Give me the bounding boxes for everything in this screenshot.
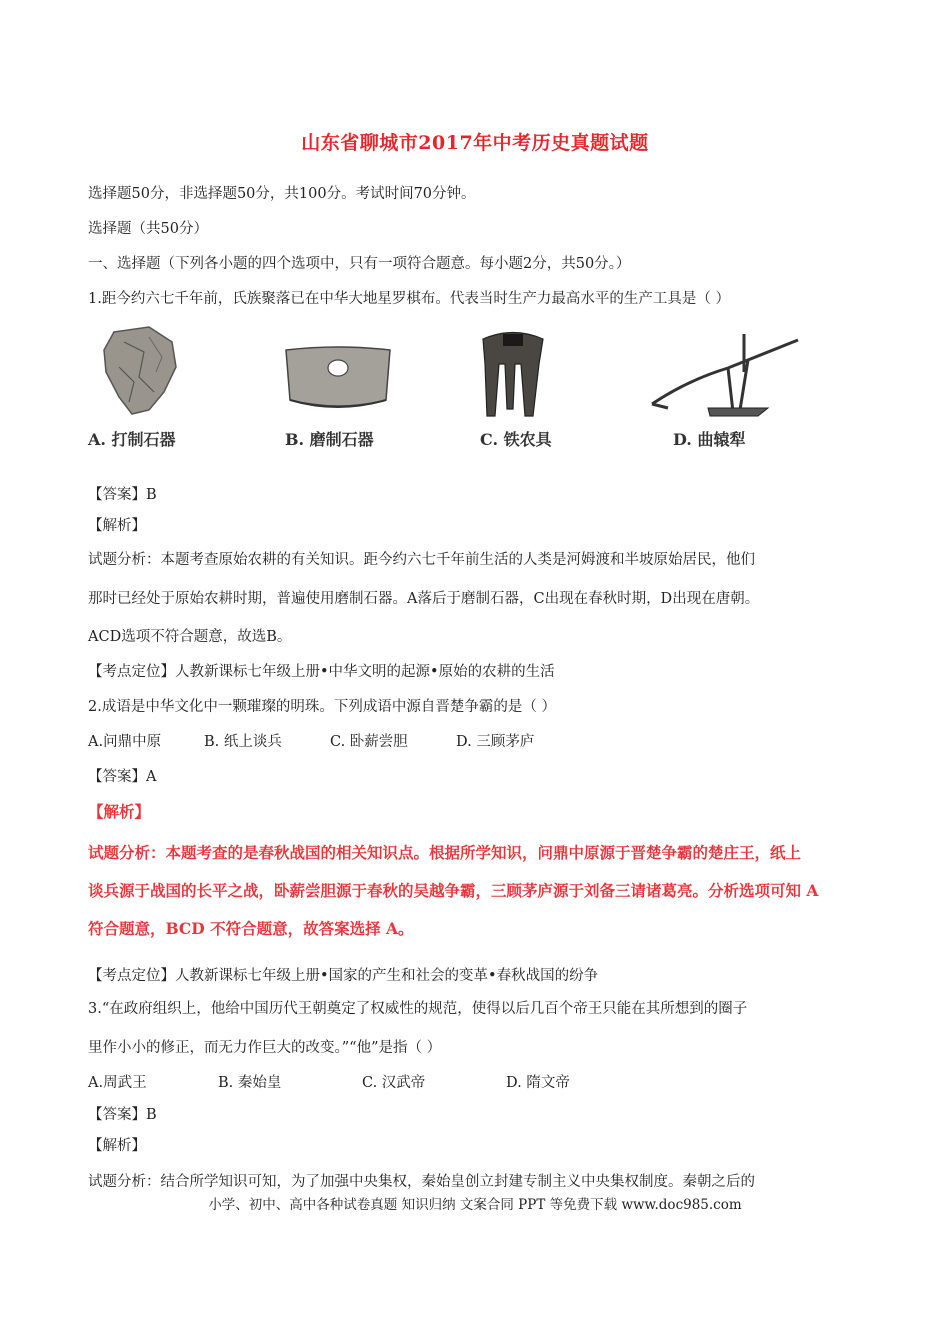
q1-analysis-line-1: 试题分析：本题考查原始农耕的有关知识。距今约六七千年前生活的人类是河姆渡和半坡原始居民，他们	[88, 552, 755, 568]
q3-analysis-line-1: 试题分析：结合所学知识可知，为了加强中央集权，秦始皇创立封建专制主义中央集权制度。秦朝之后的	[88, 1174, 755, 1190]
q1-answer: 【答案】B	[88, 487, 157, 503]
q2-knowledge-point: 【考点定位】人教新课标七年级上册•国家的产生和社会的变革•春秋战国的纷争	[88, 968, 599, 984]
q2-analysis-label: 【解析】	[88, 802, 151, 821]
q3-answer: 【答案】B	[88, 1107, 157, 1123]
q3-option-d: D. 隋文帝	[506, 1075, 570, 1091]
q3-option-a: A.周武王	[88, 1075, 147, 1091]
q3-analysis-label: 【解析】	[88, 1138, 146, 1154]
q3-option-c: C. 汉武帝	[362, 1075, 426, 1091]
q1-caption-a: A. 打制石器	[88, 430, 176, 449]
chipped-stone-tool-image	[94, 322, 184, 422]
section-note: 一、选择题（下列各小题的四个选项中，只有一项符合题意。每小题2分，共50分。）	[88, 256, 631, 272]
page-footer: 小学、初中、高中各种试卷真题 知识归纳 文案合同 PPT 等免费下载 www.doc985.com	[208, 1197, 742, 1213]
q2-analysis-line-1: 试题分析：本题考查的是春秋战国的相关知识点。根据所学知识，问鼎中原源于晋楚争霸的楚庄王，纸上	[88, 843, 802, 862]
page-title: 山东省聊城市2017年中考历史真题试题	[301, 132, 649, 154]
q1-figure	[88, 322, 828, 462]
q2-analysis-line-2: 谈兵源于战国的长平之战，卧薪尝胆源于春秋的吴越争霸，三顾茅庐源于刘备三请诸葛亮。分析选项可知 A	[88, 881, 819, 900]
q2-option-a: A.问鼎中原	[88, 734, 162, 750]
q2-option-d: D. 三顾茅庐	[456, 734, 535, 750]
q1-stem: 1.距今约六七千年前，氏族聚落已在中华大地星罗棋布。代表当时生产力最高水平的生产工具是（ ）	[88, 291, 730, 307]
curved-plough-image	[648, 332, 808, 422]
q1-knowledge-point: 【考点定位】人教新课标七年级上册•中华文明的起源•原始的农耕的生活	[88, 664, 555, 680]
q2-option-b: B. 纸上谈兵	[204, 734, 282, 750]
q1-analysis-line-3: ACD选项不符合题意，故选B。	[88, 629, 292, 645]
q3-stem-line-1: 3.“在政府组织上，他给中国历代王朝奠定了权威性的规范，使得以后几百个帝王只能在其所想到的圈子	[88, 1001, 748, 1017]
q1-analysis-line-2: 那时已经处于原始农耕时期，普遍使用磨制石器。A落后于磨制石器，C出现在春秋时期，D出现在唐朝。	[88, 591, 760, 607]
q1-analysis-label: 【解析】	[88, 518, 146, 534]
q3-option-b: B. 秦始皇	[218, 1075, 282, 1091]
q2-answer: 【答案】A	[88, 769, 157, 785]
intro-text: 选择题50分，非选择题50分，共100分。考试时间70分钟。	[88, 186, 476, 202]
q1-caption-d: D. 曲辕犁	[673, 430, 746, 449]
iron-farm-tool-image	[473, 324, 553, 424]
q1-caption-c: C. 铁农具	[480, 430, 552, 449]
q1-caption-b: B. 磨制石器	[285, 430, 374, 449]
q2-options	[88, 730, 534, 751]
q2-analysis-line-3: 符合题意，BCD 不符合题意，故答案选择 A。	[88, 919, 414, 938]
section-heading: 选择题（共50分）	[88, 221, 208, 237]
polished-stone-tool-image	[278, 342, 398, 422]
q2-stem: 2.成语是中华文化中一颗璀璨的明珠。下列成语中源自晋楚争霸的是（ ）	[88, 699, 556, 715]
q2-option-c: C. 卧薪尝胆	[330, 734, 408, 750]
q3-options	[88, 1071, 570, 1092]
q3-stem-line-2: 里作小小的修正，而无力作巨大的改变。”“他”是指（ ）	[88, 1040, 442, 1056]
